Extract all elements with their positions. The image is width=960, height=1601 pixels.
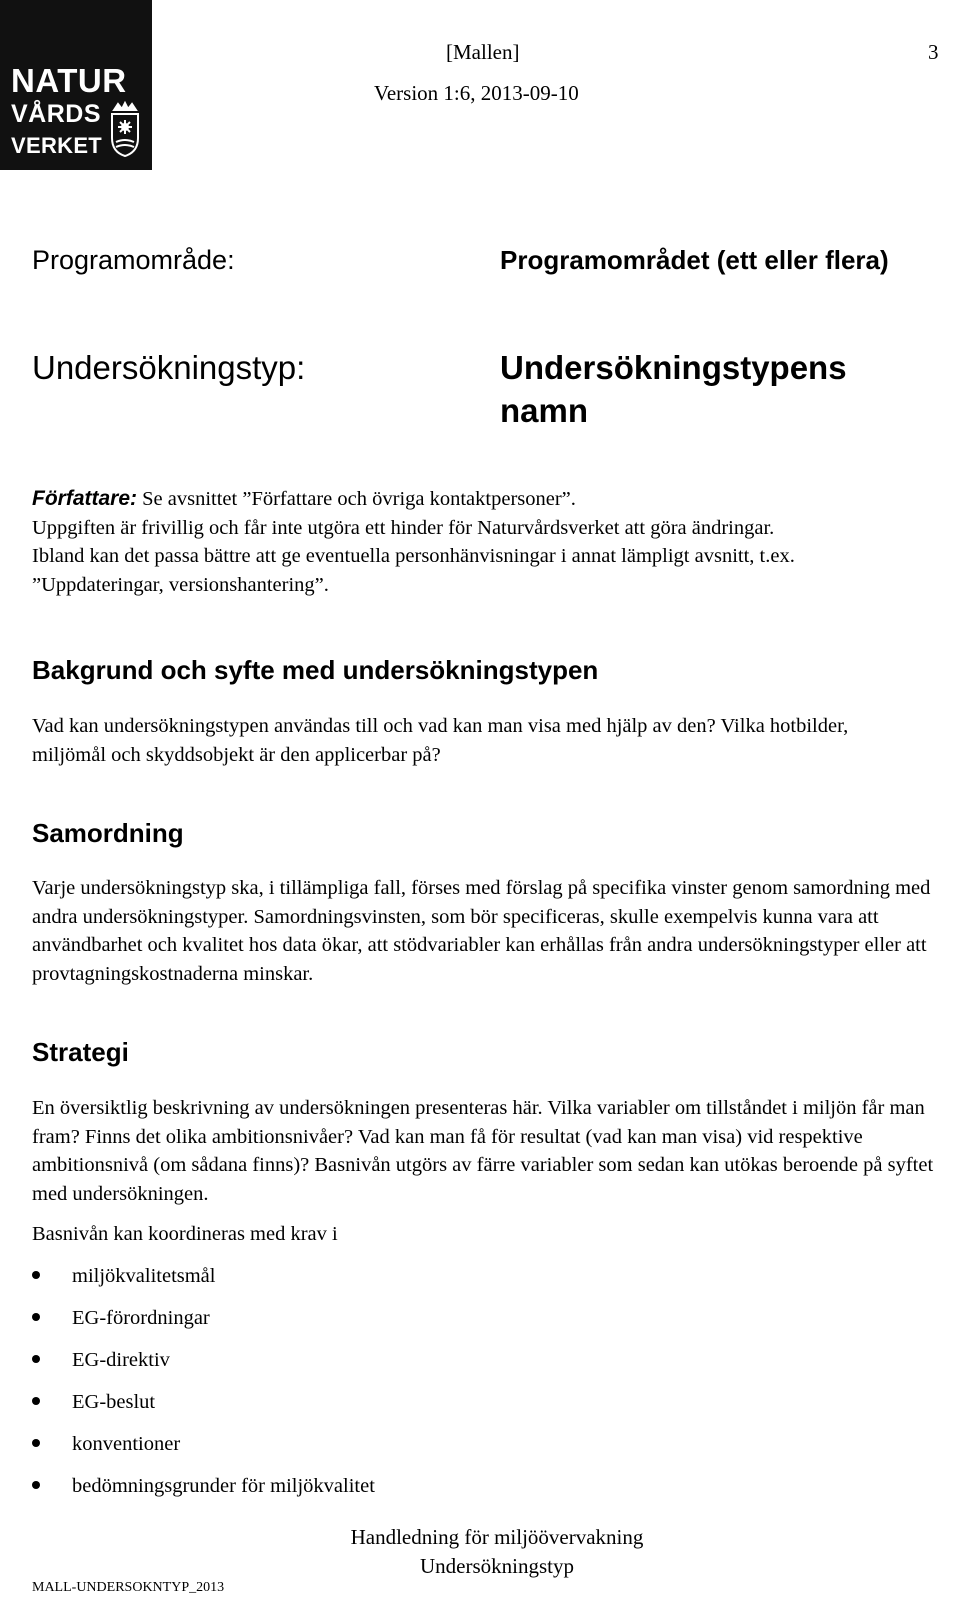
section-heading-samordning: Samordning bbox=[32, 818, 184, 848]
section-heading-strategi: Strategi bbox=[32, 1037, 129, 1067]
list-item-text: EG-beslut bbox=[72, 1391, 156, 1413]
author-text-1: Se avsnittet ”Författare och övriga kontaktpersoner”. bbox=[137, 488, 576, 510]
footer-title: Handledning för miljöövervakning bbox=[350, 1525, 644, 1549]
author-block bbox=[32, 485, 932, 599]
naturvardsverket-logo bbox=[0, 0, 152, 170]
bullet-icon bbox=[32, 1481, 40, 1489]
author-line-4: ”Uppdateringar, versionshantering”. bbox=[32, 573, 329, 596]
bullet-icon bbox=[32, 1271, 40, 1279]
author-line-3: Ibland kan det passa bättre att ge eventuella personhänvisningar i annat lämpligt avsnitt, t.ex. bbox=[32, 545, 795, 567]
section-text-samordning: Varje undersökningstyp ska, i tillämpliga fall, förses med förslag på specifika vinster genom samordning med andra undersökningstyper. Samordningsvinsten, som bör specificeras, skulle exempelvis kunna vara att användbarhet och kvalitet hos data ökar, att stödvariabler kan erhållas från andra undersökningstyper eller att provtagningskostnaderna minskar. bbox=[32, 877, 931, 985]
page-number: 3 bbox=[928, 40, 939, 64]
footer-subtitle: Undersökningstyp bbox=[420, 1554, 574, 1578]
list-item-text: EG-direktiv bbox=[72, 1349, 170, 1371]
section-text-bakgrund: Vad kan undersökningstypen användas till och vad kan man visa med hjälp av den? Vilka hotbilder, miljömål och skyddsobjekt är den applicerbar på? bbox=[32, 715, 849, 766]
bullet-icon bbox=[32, 1397, 40, 1405]
logo-line-natur: NATUR bbox=[11, 62, 127, 99]
author-line-1 bbox=[32, 485, 932, 514]
bullet-icon bbox=[32, 1439, 40, 1447]
bullet-icon bbox=[32, 1313, 40, 1321]
version-label: Version 1:6, 2013-09-10 bbox=[374, 81, 579, 105]
program-area-value: Programområdet (ett eller flera) bbox=[500, 245, 889, 275]
logo-line-vards: VÅRDS bbox=[11, 100, 102, 128]
author-label: Författare: bbox=[32, 487, 138, 510]
author-line-2: Uppgiften är frivillig och får inte utgöra ett hinder för Naturvårdsverket att göra ändringar. bbox=[32, 516, 775, 539]
survey-type-label: Undersökningstyp: bbox=[32, 349, 306, 386]
program-area-label: Programområde: bbox=[32, 245, 235, 275]
strategi-intro: Basnivån kan koordineras med krav i bbox=[32, 1223, 338, 1245]
list-item-text: EG-förordningar bbox=[72, 1307, 210, 1329]
section-text-strategi: En översiktlig beskrivning av undersökningen presenteras här. Vilka variabler om tillståndet i miljön får man fram? Finns det olika ambitionsnivåer? Vad kan man få för resultat (vad kan man visa) vid respektive ambitionsnivå (om sådana finns)? Basnivån utgörs av färre variabler som sedan kan utökas beroende på syftet med undersökningen. bbox=[32, 1097, 934, 1205]
list-item-text: miljökvalitetsmål bbox=[72, 1265, 216, 1287]
list-item-text: bedömningsgrunder för miljökvalitet bbox=[72, 1475, 375, 1497]
list-item-text: konventioner bbox=[72, 1433, 181, 1455]
template-label: [Mallen] bbox=[446, 40, 520, 64]
section-heading-bakgrund: Bakgrund och syfte med undersökningstypen bbox=[32, 655, 599, 685]
crest-icon bbox=[106, 100, 144, 158]
logo-line-verket: VERKET bbox=[11, 133, 103, 158]
survey-type-value: Undersökningstypens namn bbox=[500, 349, 847, 429]
bullet-icon bbox=[32, 1355, 40, 1363]
document-code: MALL-UNDERSOKNTYP_2013 bbox=[32, 1580, 225, 1595]
